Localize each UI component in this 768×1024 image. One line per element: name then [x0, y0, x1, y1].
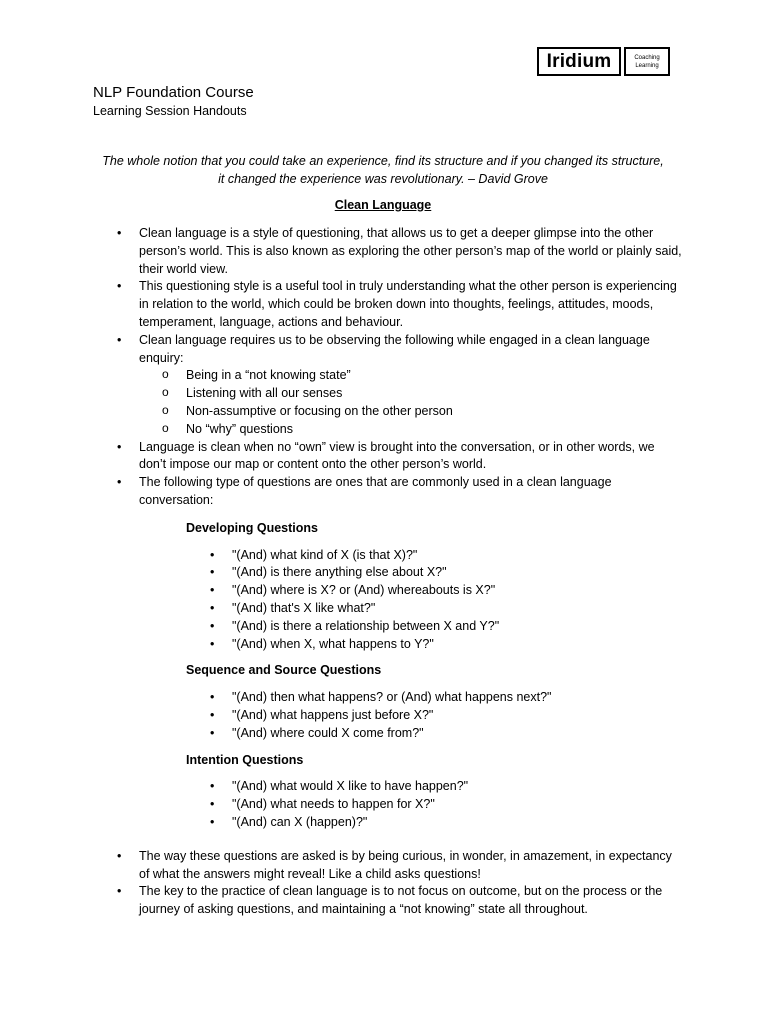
question-section-developing	[186, 520, 684, 654]
question-item: • "(And) when X, what happens to Y?"	[232, 636, 684, 654]
question-item: • "(And) that's X like what?"	[232, 600, 684, 618]
list-item: • Clean language is a style of questioning, that allows us to get a deeper glimpse into the other person’s world. This is also known as exploring the other person’s map of the world or plainly said, their world view.	[139, 225, 684, 278]
question-list	[232, 689, 684, 742]
question-list	[232, 778, 684, 831]
list-item: • The key to the practice of clean language is to not focus on outcome, but on the process or the journey of asking questions, and maintaining a “not knowing” state all throughout.	[139, 883, 684, 919]
logo-tagline	[624, 47, 670, 76]
main-list	[139, 225, 684, 367]
question-section-intention	[186, 752, 684, 832]
question-item: • "(And) what happens just before X?"	[232, 707, 684, 725]
sub-list-item: o Being in a “not knowing state”	[186, 367, 684, 385]
section-heading: Clean Language	[334, 198, 432, 212]
main-list-continued	[139, 439, 684, 510]
question-item: • "(And) can X (happen)?"	[232, 814, 684, 832]
course-title: NLP Foundation Course	[93, 84, 254, 101]
question-section-sequence	[186, 662, 684, 742]
list-item: • The way these questions are asked is by being curious, in wonder, in amazement, in expectancy of what the answers might reveal! Like a child asks questions!	[139, 848, 684, 884]
list-item: • Language is clean when no “own” view is brought into the conversation, or in other words, we don’t impose our map or content onto the other person’s world.	[139, 439, 684, 475]
question-list	[232, 547, 684, 654]
logo-tagline-line1: Coaching	[634, 54, 660, 61]
handout-content	[139, 225, 684, 919]
quote: The whole notion that you could take an experience, find its structure and if you changed its structure, it changed the experience was revolutionary. – David Grove	[102, 154, 664, 186]
question-item: • "(And) what needs to happen for X?"	[232, 796, 684, 814]
course-subtitle: Learning Session Handouts	[93, 104, 247, 118]
question-section-heading: Developing Questions	[186, 520, 318, 535]
question-section-heading: Sequence and Source Questions	[186, 663, 382, 678]
sub-list-item: o Non-assumptive or focusing on the other person	[186, 403, 684, 421]
logo-tagline-line2: Learning	[635, 62, 659, 69]
question-item: • "(And) what kind of X (is that X)?"	[232, 547, 684, 565]
question-item: • "(And) where is X? or (And) whereabouts is X?"	[232, 582, 684, 600]
question-item: • "(And) is there a relationship between X and Y?"	[232, 618, 684, 636]
sub-list-item: o No “why” questions	[186, 421, 684, 439]
list-item: • This questioning style is a useful tool in truly understanding what the other person is experiencing in relation to the world, which could be broken down into thoughts, feelings, attitudes, moods, temperament, language, actions and behaviour.	[139, 278, 684, 331]
question-item: • "(And) then what happens? or (And) what happens next?"	[232, 689, 684, 707]
question-item: • "(And) is there anything else about X?"	[232, 564, 684, 582]
logo-wordmark: Iridium	[537, 47, 621, 76]
sub-list-item: o Listening with all our senses	[186, 385, 684, 403]
question-item: • "(And) where could X come from?"	[232, 725, 684, 743]
closing-list	[139, 848, 684, 919]
question-section-heading: Intention Questions	[186, 752, 304, 767]
list-item: • Clean language requires us to be observing the following while engaged in a clean language enquiry:	[139, 332, 684, 368]
sub-list	[186, 367, 684, 438]
iridium-logo	[537, 47, 670, 76]
question-item: • "(And) what would X like to have happen?"	[232, 778, 684, 796]
list-item: • The following type of questions are ones that are commonly used in a clean language conversation:	[139, 474, 684, 510]
